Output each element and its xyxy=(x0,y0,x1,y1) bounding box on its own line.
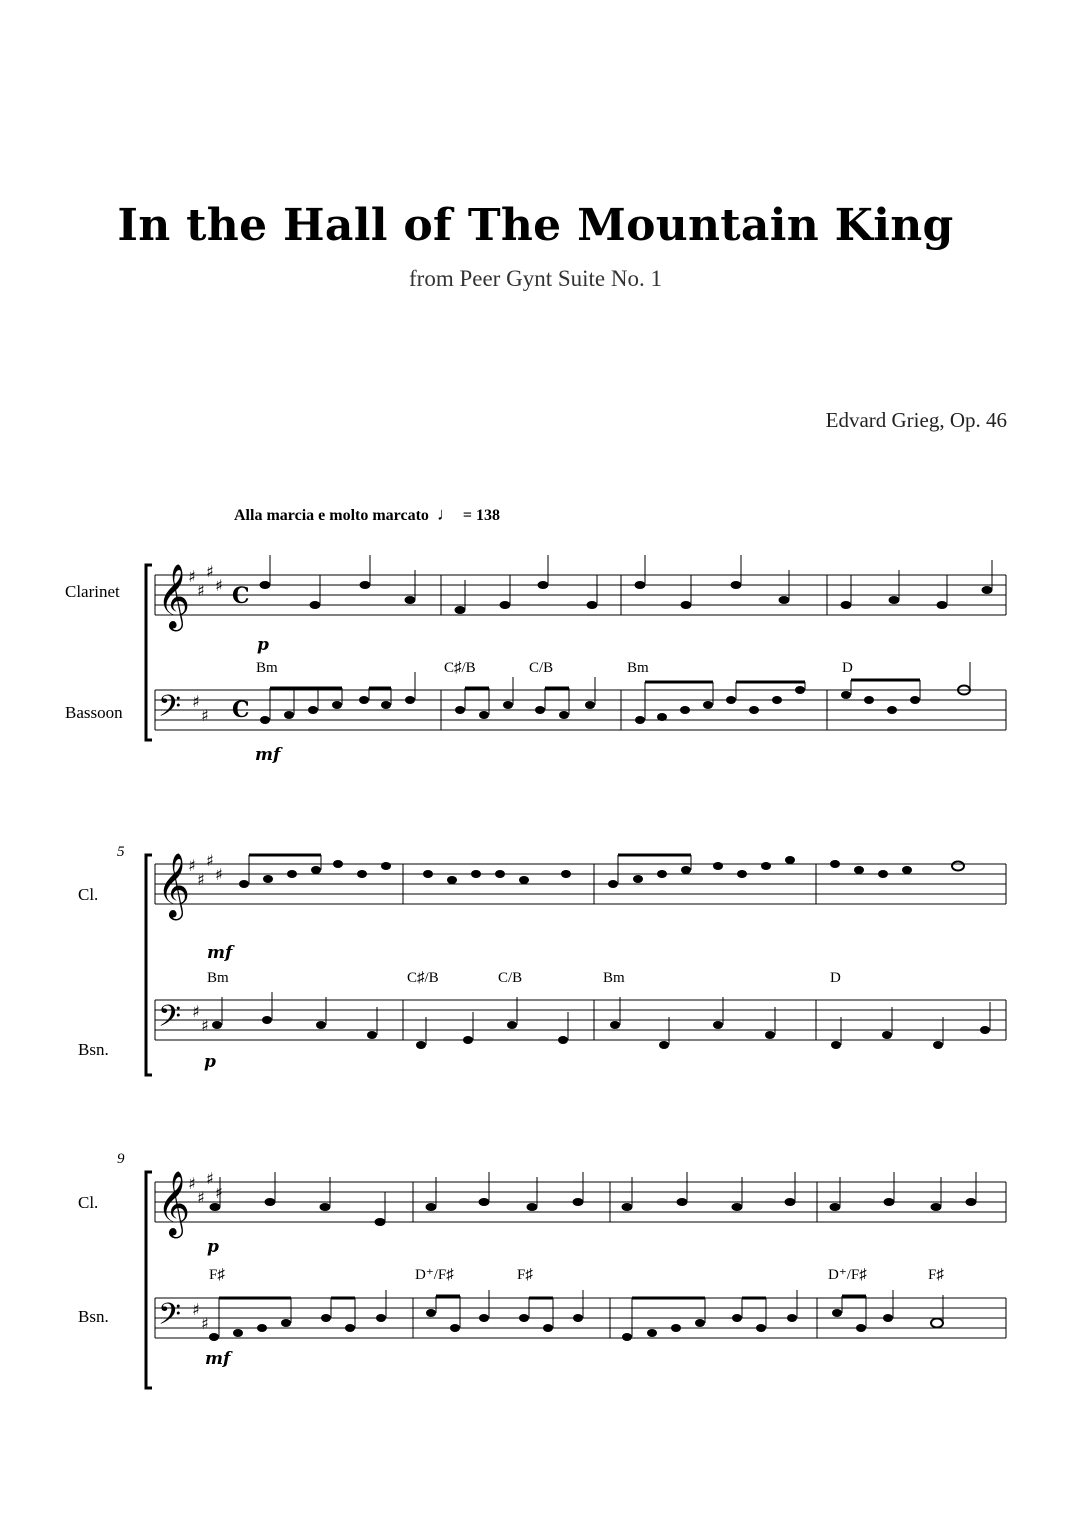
key-signature-sharps xyxy=(188,851,223,889)
piece-title: In the Hall of The Mountain King xyxy=(117,200,954,251)
chord-symbol: Bm xyxy=(256,660,278,676)
svg-text:♯: ♯ xyxy=(215,865,223,884)
composer-credit: Edvard Grieg, Op. 46 xyxy=(825,408,1007,432)
time-signature-common-time: C xyxy=(232,697,250,723)
system-bracket xyxy=(146,855,152,1075)
svg-text:♯: ♯ xyxy=(188,856,196,875)
tempo-text: Alla marcia e molto marcato xyxy=(234,507,429,524)
bassoon-label: Bsn. xyxy=(78,1307,109,1326)
key-signature-sharps xyxy=(188,562,223,600)
bassoon-dynamic: mf xyxy=(205,1349,231,1369)
svg-text:♯: ♯ xyxy=(192,1002,200,1021)
bassoon-notes xyxy=(260,662,970,724)
svg-text:♯: ♯ xyxy=(188,567,196,586)
clarinet-label: Cl. xyxy=(78,1193,99,1212)
svg-text:♯: ♯ xyxy=(215,576,223,595)
treble-clef-icon: 𝄞 xyxy=(157,564,191,629)
svg-text:♯: ♯ xyxy=(215,1183,223,1202)
chord-symbol: C♯/B xyxy=(444,660,476,676)
chord-symbol: D xyxy=(842,660,853,676)
chord-symbol: F♯ xyxy=(209,1267,225,1283)
bassoon-label: Bsn. xyxy=(78,1040,109,1059)
chord-symbol: Bm xyxy=(627,660,649,676)
treble-clef-icon: 𝄞 xyxy=(157,1171,191,1236)
chord-symbol: F♯ xyxy=(517,1267,533,1283)
chord-symbol: C/B xyxy=(529,660,554,676)
chord-symbol: C♯/B xyxy=(407,970,439,986)
bassoon-label: Bassoon xyxy=(65,703,123,722)
svg-text:♯: ♯ xyxy=(192,1300,200,1319)
chord-symbol: D⁺/F♯ xyxy=(828,1267,867,1283)
bassoon-staff xyxy=(155,1000,1006,1040)
bass-clef-icon: 𝄢 xyxy=(158,690,182,731)
bassoon-staff xyxy=(155,690,1006,730)
chord-symbol: Bm xyxy=(207,970,229,986)
clarinet-dynamic: p xyxy=(207,1237,219,1257)
clarinet-notes xyxy=(210,1172,977,1226)
system-bracket xyxy=(146,1172,152,1388)
bass-clef-icon: 𝄢 xyxy=(158,1298,182,1339)
chord-symbol: D⁺/F♯ xyxy=(415,1267,454,1283)
bass-clef-icon: 𝄢 xyxy=(158,1000,182,1041)
time-signature-common-time: C xyxy=(232,583,250,609)
system-1 xyxy=(65,555,1006,765)
svg-text:♯: ♯ xyxy=(197,1188,205,1207)
measure-number: 5 xyxy=(117,844,125,860)
svg-text:♯: ♯ xyxy=(201,1314,209,1333)
bassoon-dynamic: p xyxy=(204,1052,216,1072)
clarinet-dynamic: p xyxy=(257,635,269,655)
svg-text:♯: ♯ xyxy=(197,581,205,600)
svg-text:♯: ♯ xyxy=(197,870,205,889)
svg-text:♯: ♯ xyxy=(206,562,214,581)
system-bracket xyxy=(146,565,152,740)
chord-symbol: C/B xyxy=(498,970,523,986)
chord-symbol: D xyxy=(830,970,841,986)
svg-text:♯: ♯ xyxy=(201,706,209,725)
clarinet-notes xyxy=(239,855,964,888)
chord-symbol: F♯ xyxy=(928,1267,944,1283)
svg-text:♯: ♯ xyxy=(206,851,214,870)
key-signature-sharps xyxy=(188,1169,223,1207)
system-2 xyxy=(78,844,1006,1075)
clarinet-staff xyxy=(155,864,1006,904)
treble-clef-icon: 𝄞 xyxy=(157,853,191,918)
svg-text:♯: ♯ xyxy=(201,1016,209,1035)
svg-text:♯: ♯ xyxy=(188,1174,196,1193)
clarinet-label: Cl. xyxy=(78,885,99,904)
measure-number: 9 xyxy=(117,1151,125,1167)
clarinet-label: Clarinet xyxy=(65,582,120,601)
svg-text:♯: ♯ xyxy=(206,1169,214,1188)
chord-symbol: Bm xyxy=(603,970,625,986)
clarinet-staff xyxy=(155,575,1006,615)
svg-text:♯: ♯ xyxy=(192,692,200,711)
piece-subtitle: from Peer Gynt Suite No. 1 xyxy=(409,266,662,291)
tempo-bpm: = 138 xyxy=(462,507,501,524)
clarinet-dynamic: mf xyxy=(207,943,233,963)
system-3 xyxy=(78,1151,1006,1388)
bassoon-dynamic: mf xyxy=(255,745,281,765)
quarter-note-icon: ♩ xyxy=(436,504,455,524)
